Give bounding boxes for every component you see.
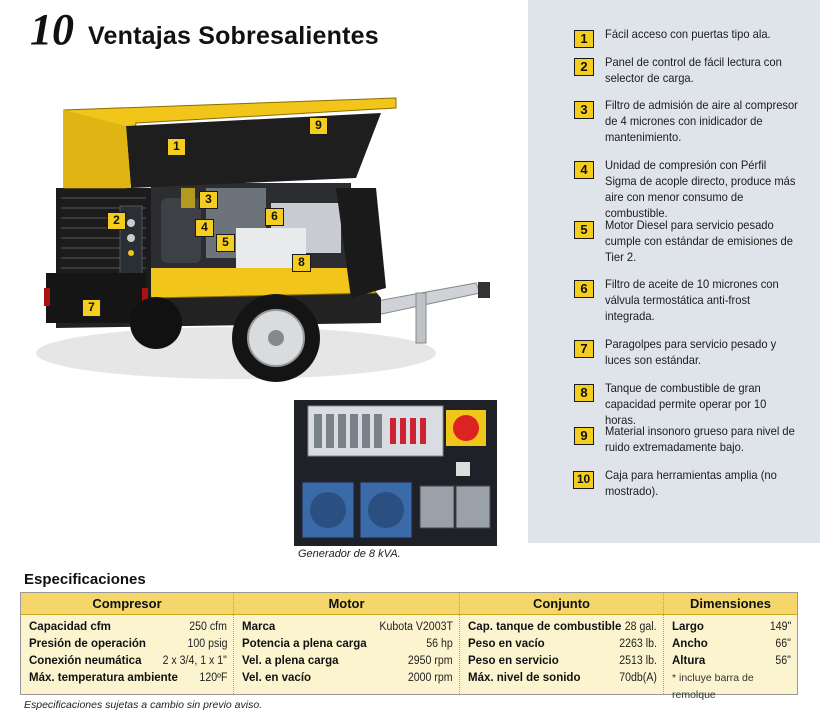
footer-disclaimer: Especificaciones sujetas a cambio sin previo aviso. — [24, 699, 263, 711]
spec-value: 56 hp — [426, 638, 453, 650]
spec-row — [234, 653, 459, 670]
spec-key: Máx. nivel de sonido — [468, 672, 581, 684]
spec-row — [664, 636, 797, 653]
generator-caption: Generador de 8 kVA. — [298, 548, 401, 560]
callout-badge: 6 — [265, 208, 284, 226]
feature-item — [574, 97, 814, 145]
spec-value: 28 gal. — [625, 621, 657, 633]
callout-badge: 2 — [107, 212, 126, 230]
feature-text: Material insonoro grueso para nivel de ruido extremadamente bajo. — [605, 424, 795, 454]
feature-badge: 4 — [574, 161, 594, 179]
feature-text: Motor Diesel para servicio pesado cumple con estándar de emisiones de Tier 2. — [605, 218, 793, 264]
feature-item — [574, 276, 814, 324]
spec-key: Altura — [672, 655, 706, 667]
spec-value: 70db(A) — [619, 672, 657, 684]
spec-row — [21, 619, 233, 636]
feature-text: Filtro de admisión de aire al compresor de 4 micrones con inidicador de mantenimiento. — [605, 98, 798, 144]
feature-badge: 2 — [574, 58, 594, 76]
feature-item — [574, 157, 814, 221]
page-header — [30, 4, 379, 54]
page-title: Ventajas Sobresalientes — [88, 22, 379, 50]
feature-item — [574, 26, 814, 46]
feature-badge: 7 — [574, 340, 594, 358]
feature-text: Fácil acceso con puertas tipo ala. — [605, 27, 771, 41]
spec-column-header: Motor — [328, 596, 365, 611]
spec-table — [20, 592, 798, 701]
spec-column-header: Dimensiones — [690, 596, 771, 611]
feature-text: Caja para herramientas amplia (no mostrado). — [605, 468, 777, 498]
feature-item — [574, 336, 814, 368]
callout-badge: 8 — [292, 254, 311, 272]
feature-item — [574, 423, 814, 455]
spec-value: 66" — [775, 638, 791, 650]
feature-badge: 9 — [574, 427, 594, 445]
spec-key: Vel. en vacío — [242, 672, 312, 684]
spec-key: Marca — [242, 621, 276, 633]
spec-row — [664, 619, 797, 636]
spec-column-compresor — [21, 593, 233, 694]
feature-text: Panel de control de fácil lectura con selector de carga. — [605, 55, 782, 85]
spec-row — [664, 653, 797, 670]
feature-item — [574, 217, 814, 265]
spec-value: 2513 lb. — [619, 655, 657, 667]
spec-value: 2000 rpm — [408, 672, 453, 684]
callout-badge: 1 — [167, 138, 186, 156]
spec-column-dimensiones — [663, 593, 797, 701]
feature-text: Unidad de compresión con Pérfil Sigma de acople directo, produce más aire con menor consumo de combustible. — [605, 158, 796, 220]
spec-key: Peso en servicio — [468, 655, 559, 667]
compressor-illustration — [36, 88, 496, 393]
spec-key: Cap. tanque de combustible — [468, 621, 622, 633]
feature-badge: 10 — [573, 471, 594, 489]
spec-value: 56" — [775, 655, 791, 667]
spec-column-header: Compresor — [92, 596, 162, 611]
spec-value: Kubota V2003T — [379, 621, 453, 633]
spec-column-motor — [233, 593, 459, 694]
callout-badge: 3 — [199, 191, 218, 209]
feature-badge: 8 — [574, 384, 594, 402]
spec-row — [234, 670, 459, 687]
callout-badge: 7 — [82, 299, 101, 317]
compressor-drawing — [36, 88, 496, 393]
spec-row — [460, 619, 663, 636]
spec-note: * incluye barra de remolque — [672, 672, 754, 701]
header-number: 10 — [30, 5, 74, 54]
spec-column-conjunto — [459, 593, 663, 694]
spec-value: 250 cfm — [189, 621, 227, 633]
spec-row — [21, 670, 233, 687]
feature-badge: 1 — [574, 30, 594, 48]
feature-badge: 6 — [574, 280, 594, 298]
callout-badge: 4 — [195, 219, 214, 237]
spec-value: 2263 lb. — [619, 638, 657, 650]
feature-badge: 3 — [574, 101, 594, 119]
feature-item — [574, 54, 814, 86]
feature-item — [574, 380, 814, 428]
spec-key: Presión de operación — [29, 638, 146, 650]
spec-value: 2 x 3/4, 1 x 1" — [162, 655, 227, 667]
spec-key: Máx. temperatura ambiente — [29, 672, 178, 684]
spec-row — [460, 653, 663, 670]
features-panel — [528, 0, 820, 543]
generator-drawing — [294, 400, 497, 546]
spec-row — [234, 619, 459, 636]
spec-row — [234, 636, 459, 653]
feature-text: Paragolpes para servicio pesado y luces son estándar. — [605, 337, 777, 367]
feature-item — [574, 467, 814, 499]
spec-row — [21, 653, 233, 670]
spec-row — [460, 670, 663, 687]
callout-badge: 9 — [309, 117, 328, 135]
generator-panel-image — [294, 400, 497, 546]
spec-value: 120ºF — [199, 672, 227, 684]
feature-badge: 5 — [574, 221, 594, 239]
spec-key: Ancho — [672, 638, 708, 650]
feature-text: Filtro de aceite de 10 micrones con válvula termostática anti-frost integrada. — [605, 277, 779, 323]
spec-key: Peso en vacío — [468, 638, 545, 650]
spec-row — [21, 636, 233, 653]
spec-key: Vel. a plena carga — [242, 655, 339, 667]
spec-key: Conexión neumática — [29, 655, 142, 667]
spec-value: 149" — [769, 621, 791, 633]
spec-key: Largo — [672, 621, 704, 633]
callout-badge: 5 — [216, 234, 235, 252]
spec-row — [460, 636, 663, 653]
feature-text: Tanque de combustible de gran capacidad permite operar por 10 horas. — [605, 381, 767, 427]
spec-key: Potencia a plena carga — [242, 638, 367, 650]
spec-value: 100 psig — [186, 638, 227, 650]
spec-column-header: Conjunto — [532, 596, 591, 611]
spec-value: 2950 rpm — [408, 655, 453, 667]
spec-key: Capacidad cfm — [29, 621, 111, 633]
spec-title: Especificaciones — [24, 571, 146, 588]
